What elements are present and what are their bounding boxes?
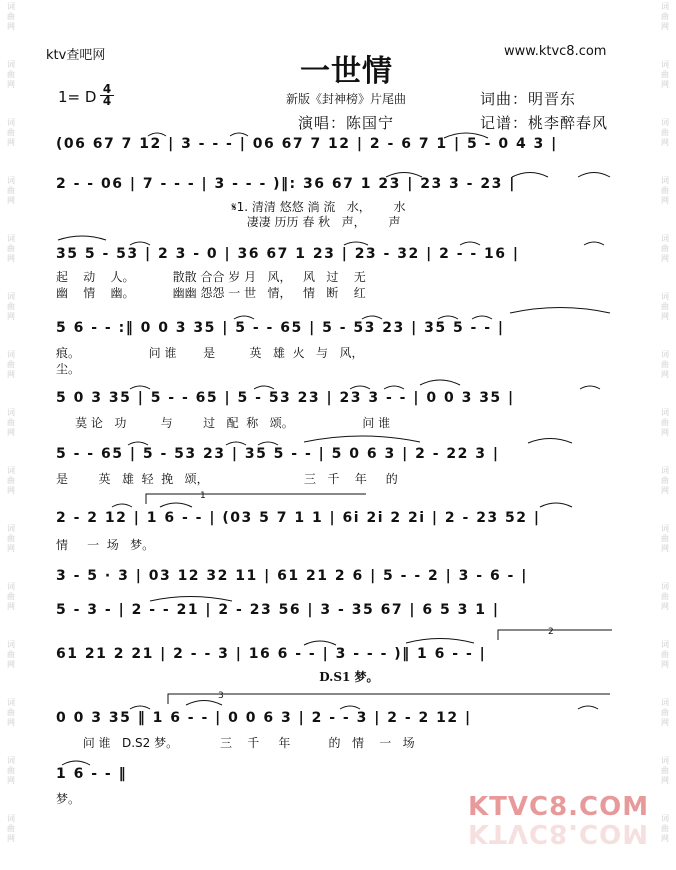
slur [130, 386, 150, 389]
slur [406, 639, 474, 644]
watermark-mark: 词 曲 网 [661, 234, 669, 263]
watermark-mark: 词 曲 网 [7, 524, 15, 553]
slur [362, 316, 382, 319]
time-signature-bottom: 4 [100, 95, 114, 107]
slur [580, 386, 600, 389]
score-line-10-notes: 61 21 2 21 | 2 - - 3 | 16 6 - - | 3 - - - )‖ 1 6 - - | [56, 646, 487, 662]
watermark-mark: 词 曲 网 [7, 176, 15, 205]
score-line-4-notes: 5 6 - - :‖ 0 0 3 35 | 5 - - 65 | 5 - 53 23 | 35 5 - - | [56, 320, 505, 336]
volta-bracket-2 [498, 630, 612, 640]
slur [444, 133, 488, 138]
slur [460, 242, 480, 245]
slur [350, 386, 370, 389]
slur [528, 439, 572, 444]
watermark-mark: 词 曲 网 [7, 2, 15, 31]
brand-watermark: KTVC8.COM [468, 792, 650, 822]
watermark-mark: 词 曲 网 [661, 60, 669, 89]
slur [128, 442, 148, 445]
score-line-2-lyric-1: 𝄋1. 清清 悠悠 淌 流 水， 水 [56, 200, 406, 214]
key-signature: 1= D [58, 88, 97, 106]
score-line-8-notes: 3 - 5 · 3 | 03 12 32 11 | 61 21 2 6 | 5 - - 2 | 3 - 6 - | [56, 568, 528, 584]
watermark-mark: 词 曲 网 [661, 524, 669, 553]
score-line-1-notes: (06 67 7 12 | 3 - - - | 06 67 7 12 | 2 - 6 7 1 | 5 - 0 4 3 | [56, 136, 558, 152]
score-line-4-lyric-1: 痕。 问 谁 是 英 雄 火 与 风， [56, 346, 364, 360]
time-signature-top: 4 [102, 82, 112, 96]
slur [540, 503, 572, 507]
watermark-mark: 词 曲 网 [661, 176, 669, 205]
score-line-7-notes: 2 - 2 12 | 1 6 - - | (03 5 7 1 1 | 6i 2i 2 2i | 2 - 23 52 | [56, 510, 541, 526]
score-line-2-notes: 2 - - 06 | 7 - - - | 3 - - - )‖: 36 67 1 23 | 23 3 - 23 | [56, 176, 516, 192]
watermark-mark: 词 曲 网 [7, 582, 15, 611]
watermark-mark: 词 曲 网 [7, 466, 15, 495]
score-line-3-lyric-1: 起 动 人。 散散 合合 岁 月 风， 风 过 无 [56, 270, 366, 284]
slur [112, 504, 132, 507]
watermark-mark: 词 曲 网 [661, 640, 669, 669]
score-line-7-lyric-1: 情 一 场 梦。 [56, 538, 155, 552]
slur [130, 706, 150, 709]
watermark-mark: 词 曲 网 [7, 234, 15, 263]
subtitle: 新版《封神榜》片尾曲 [286, 92, 407, 106]
volta-bracket-3 [168, 694, 610, 704]
watermark-mark: 词 曲 网 [7, 408, 15, 437]
slur [386, 173, 422, 178]
slur [304, 436, 420, 442]
score-line-5-lyric-1: 莫 论 功 与 过 配 称 颂。 问 谁 [56, 416, 391, 430]
score-line-12-notes: 1 6 - - ‖ [56, 766, 128, 782]
watermark-mark: 词 曲 网 [661, 582, 669, 611]
watermark-mark: 词 曲 网 [661, 814, 669, 843]
slur [420, 380, 460, 385]
slur [254, 386, 274, 389]
slur [578, 173, 610, 178]
watermark-mark: 词 曲 网 [7, 350, 15, 379]
watermark-mark: 词 曲 网 [7, 814, 15, 843]
slur [472, 316, 492, 319]
watermark-mark: 词 曲 网 [661, 292, 669, 321]
slur [584, 242, 604, 245]
slur [186, 701, 222, 706]
slur [384, 386, 404, 389]
watermark-mark: 词 曲 网 [7, 118, 15, 147]
slur [344, 242, 368, 245]
watermark-mark: 词 曲 网 [661, 408, 669, 437]
watermark-mark: 词 曲 网 [661, 466, 669, 495]
score-line-11-notes: 0 0 3 35 ‖ 1 6 - - | 0 0 6 3 | 2 - - 3 | 2 - 2 12 | [56, 710, 472, 726]
slur [226, 442, 246, 445]
slur [258, 442, 278, 445]
slur [234, 316, 254, 319]
slur [230, 133, 248, 136]
song-title: 一世情 [300, 54, 393, 89]
volta-number-3: 3 [218, 691, 224, 701]
volta-number-1: 1 [200, 491, 206, 501]
site-name-left: ktv查吧网 [46, 48, 106, 63]
score-line-3-notes: 35 5 - 53 | 2 3 - 0 | 36 67 1 23 | 23 - 32 | 2 - - 16 | [56, 246, 520, 262]
watermark-mark: 词 曲 网 [661, 756, 669, 785]
watermark-mark: 词 曲 网 [7, 698, 15, 727]
slur [160, 503, 192, 507]
score-line-6-notes: 5 - - 65 | 5 - 53 23 | 35 5 - - | 5 0 6 3 | 2 - 22 3 | [56, 446, 500, 462]
watermark-mark: 词 曲 网 [7, 756, 15, 785]
slur [62, 761, 90, 765]
slur [130, 242, 150, 245]
score-line-9-notes: 5 - 3 - | 2 - - 21 | 2 - 23 56 | 3 - 35 67 | 6 5 3 1 | [56, 602, 500, 618]
lyricist-credit: 词曲：明晋东 [480, 90, 577, 108]
singer-credit: 演唱：陈国宁 [298, 114, 395, 132]
slur [578, 706, 598, 709]
watermark-mark: 词 曲 网 [661, 698, 669, 727]
slur [340, 706, 360, 709]
watermark-mark: 词 曲 网 [661, 2, 669, 31]
score-line-11-lyric-1: 问 谁 D.S2 梦。 三 千 年 的 情 一 场 [56, 736, 415, 750]
score-line-3-lyric-2: 幽 情 幽。 幽幽 怨怨 一 世 情， 情 断 红 [56, 286, 366, 300]
watermark-mark: 词 曲 网 [661, 350, 669, 379]
slur [438, 316, 458, 319]
score-line-2-lyric-2: 凄凄 历历 春 秋 声， 声 [56, 215, 401, 229]
slur [512, 173, 548, 178]
slur [148, 133, 166, 136]
slur [510, 308, 610, 314]
score-line-6-lyric-1: 是 英 雄 轻 挽 颂， 三 千 年 的 [56, 472, 398, 486]
watermark-mark: 词 曲 网 [7, 60, 15, 89]
slur [150, 597, 232, 602]
watermark-mark: 词 曲 网 [661, 118, 669, 147]
slur [304, 641, 336, 645]
score-line-5-notes: 5 0 3 35 | 5 - - 65 | 5 - 53 23 | 23 3 - - | 0 0 3 35 | [56, 390, 515, 406]
score-line-4-lyric-2: 尘。 [56, 362, 81, 376]
watermark-mark: 词 曲 网 [7, 292, 15, 321]
transcriber-credit: 记谱：桃李醉春风 [480, 114, 609, 132]
site-url: www.ktvc8.com [504, 44, 607, 59]
watermark-mark: 词 曲 网 [7, 640, 15, 669]
score-line-10-lyric-1: D.S1 梦。 [56, 670, 379, 684]
volta-bracket-1 [146, 494, 366, 504]
brand-watermark-reflection: KTVC8.COM [468, 818, 650, 848]
slur [58, 236, 106, 240]
volta-number-2: 2 [548, 627, 554, 637]
score-line-12-lyric-1: 梦。 [56, 792, 81, 806]
